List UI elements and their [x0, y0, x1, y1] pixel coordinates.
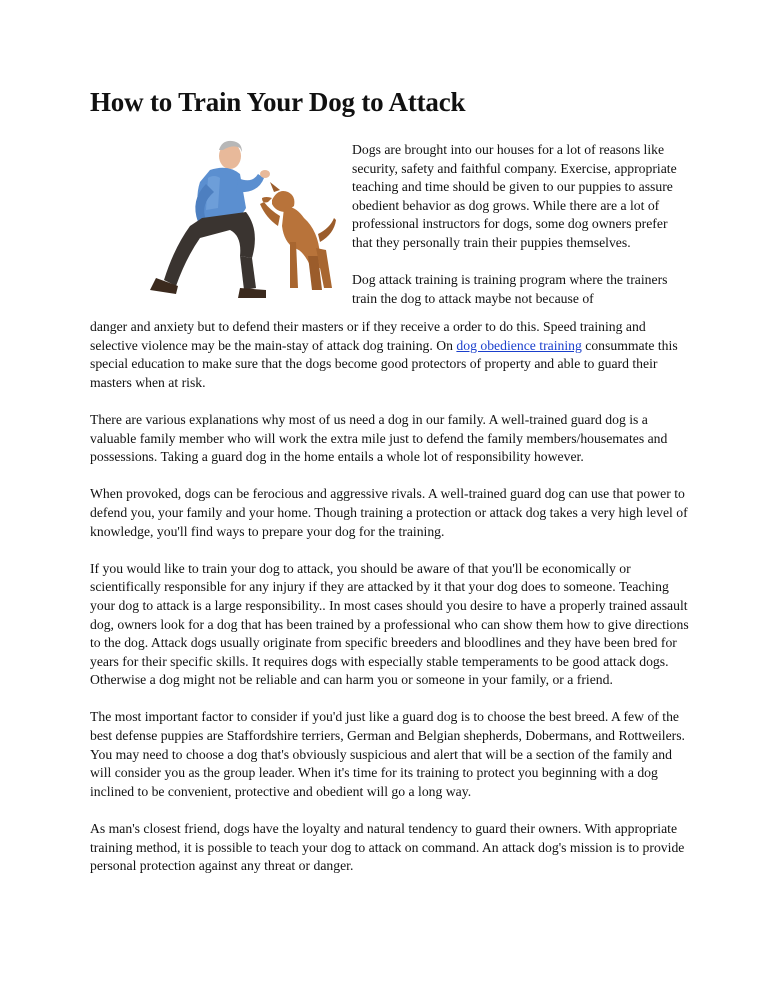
attack-training-intro: Dog attack training is training program where the trainers train the dog to attack maybe not because of: [352, 272, 668, 306]
continued-paragraph: [90, 318, 694, 392]
continued-text-before-link: danger and anxiety but to defend their masters or if they receive a order to do this. Speed training and selective violence may be the main-stay of attack dog training. On: [90, 319, 646, 353]
intro-paragraph: Dogs are brought into our houses for a lot of reasons like security, safety and faithful company. Exercise, appropriate teaching and time should be given to our puppies to assure obedient behavior as dog grows. While there are a lot of professional instructors for dogs, some dog owners prefer that they personally train their puppies themselves.: [352, 142, 677, 250]
intro-column: [352, 141, 690, 308]
man-figure: [150, 141, 270, 298]
paragraph-responsibility: If you would like to train your dog to attack, you should be aware of that you'll be economically or scientifically responsible for any injury if they are attacked by it that your dog does to someone. Teaching your dog to attack is a large responsibility.. In most cases should you desire to have a properly trained assault dog, owners look for a dog that has been trained by a professional who can show them how to give directions to the dog. Attack dogs usually originate from specific breeders and bloodlines and they have been bred for years for their specific skills. It requires dogs with especially stable temperaments to be good attack dogs. Otherwise a dog might not be reliable and can harm you or someone in your family, or a friend.: [90, 560, 689, 688]
article-body: [90, 318, 690, 894]
paragraph-breed: The most important factor to consider if you'd just like a guard dog is to choose the best breed. A few of the best defense puppies are Staffordshire terriers, German and Belgian shepherds, Dobermans, and Rottweilers. You may need to choose a dog that's obviously suspicious and alert that will be a section of the family and will consider you as the group leader. When it's time for its training to protect you beginning with a dog inclined to be convenient, protective and obedient will go a long way.: [90, 709, 685, 799]
continued-text-after-link: consummate this special education to make sure that the dogs become good protectors of property and able to guard their masters when at risk.: [90, 337, 678, 390]
dog-figure: [260, 182, 336, 290]
dog-obedience-training-link[interactable]: dog obedience training: [456, 337, 582, 353]
man-training-dog-photo: [90, 138, 340, 306]
paragraph-family: There are various explanations why most of us need a dog in our family. A well-trained guard dog is a valuable family member who will work the extra mile just to defend the family members/housemates and possessions. Taking a guard dog in the home entails a whole lot of responsibility however.: [90, 411, 668, 465]
paragraph-provoked: When provoked, dogs can be ferocious and aggressive rivals. A well-trained guard dog can use that power to defend you, your family and your home. Though training a protection or attack dog takes a very high level of knowledge, you'll find ways to prepare your dog for the training.: [90, 486, 688, 539]
page-title: How to Train Your Dog to Attack: [90, 87, 466, 117]
paragraph-closing: As man's closest friend, dogs have the loyalty and natural tendency to guard their owners. With appropriate training method, it is possible to teach your dog to attack on command. An attack dog's mission is to provide personal protection against any threat or danger.: [90, 821, 685, 874]
